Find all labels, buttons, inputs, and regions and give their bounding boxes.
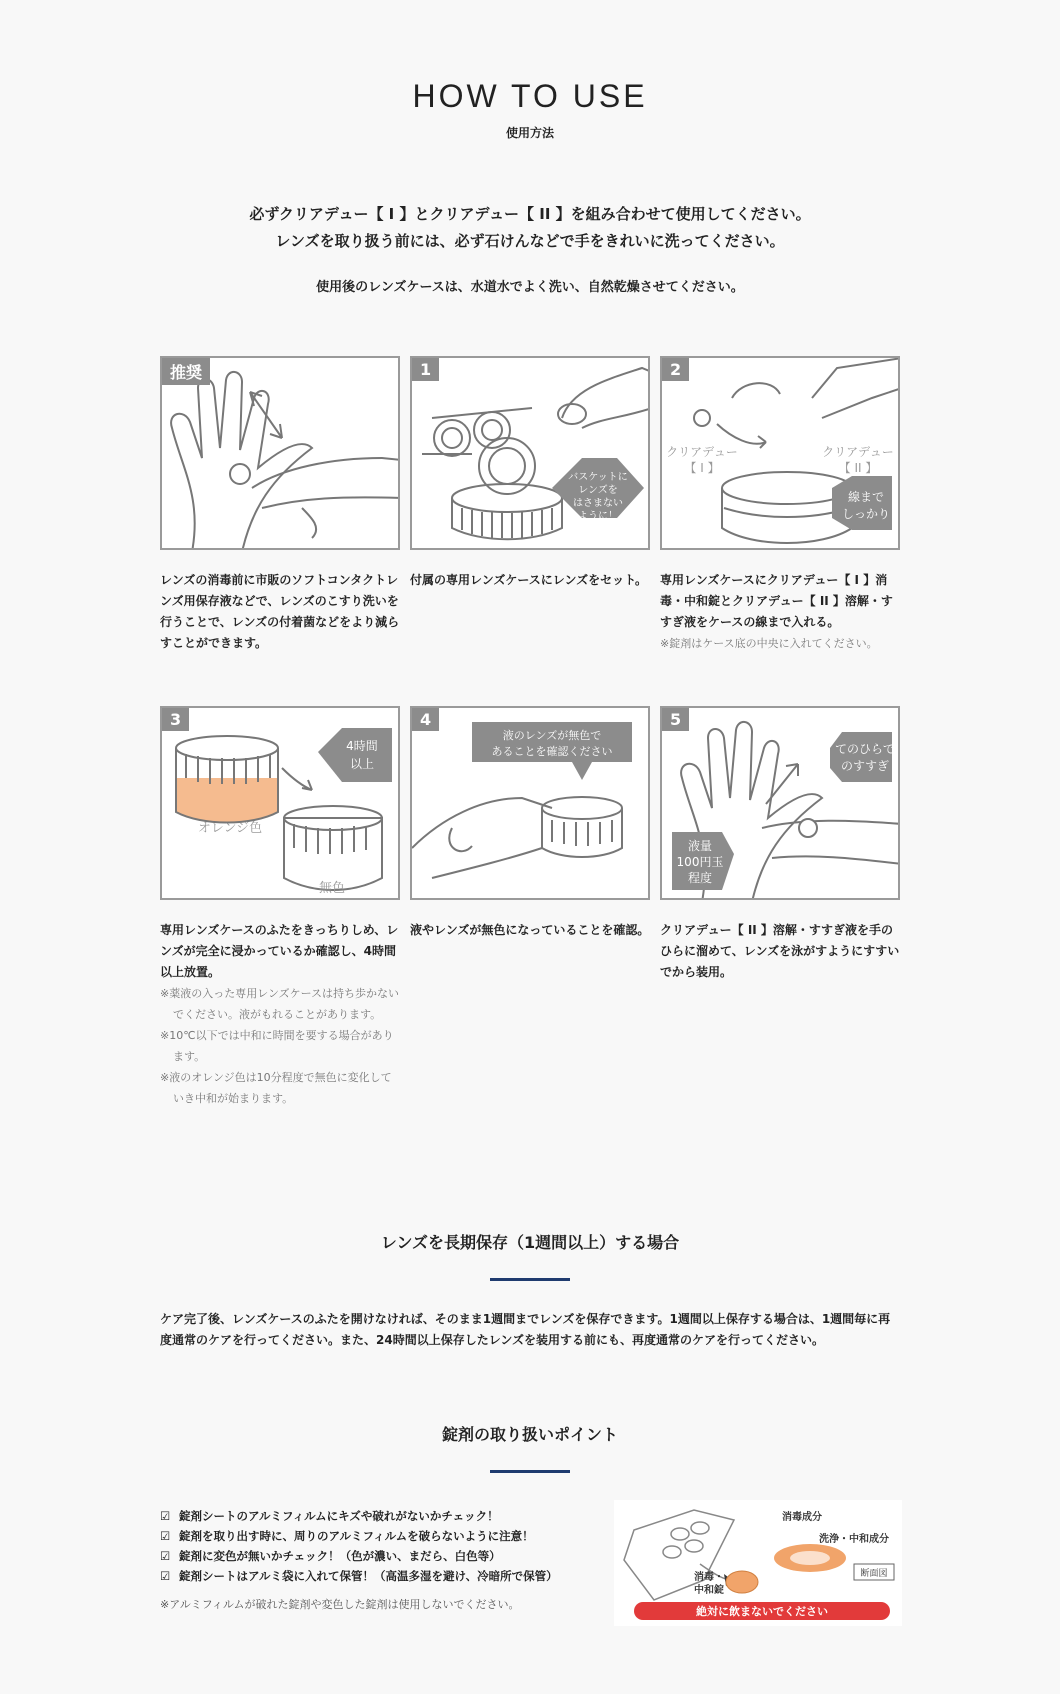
tablet-label-2: 中和錠 [694, 1585, 724, 1596]
step-illustration [410, 356, 650, 550]
step5-callout-3: 液量 [687, 839, 713, 853]
tablet-label-1: 消毒・ [694, 1572, 724, 1583]
step2-callout-2: しっかり [841, 507, 891, 521]
tablet-point-text: 錠剤シートはアルミ袋に入れて保管！（高温多湿を避け、冷暗所で保管） [179, 1569, 558, 1583]
step4-callout-2: あることを確認ください [491, 745, 613, 758]
label-wash: 洗浄・中和成分 [819, 1534, 889, 1545]
step2-label-2: 【 I 】 [684, 461, 720, 475]
step-illustration [410, 706, 650, 900]
step-badge: 3 [162, 708, 189, 731]
wait-four-hours-illustration [162, 708, 400, 900]
intro-line-2: レンズを取り扱う前には、必ず石けんなどで手をきれいに洗ってください。 [275, 232, 785, 250]
step-description: レンズの消毒前に市販のソフトコンタクトレンズ用保存液などで、レンズのこすり洗いを行うことで、レンズの付着菌などをより減らすことができます。 [160, 573, 400, 650]
tablet-point [160, 1566, 600, 1586]
checkbox-icon: ☑ [160, 1569, 171, 1583]
tablet-diagram [614, 1500, 902, 1626]
step-badge: 5 [662, 708, 689, 731]
step1-callout-3: はさまない [573, 498, 623, 509]
tablet-points [160, 1506, 600, 1612]
step5-callout-1: てのひらで [835, 742, 895, 756]
step2-label-1: クリアデュー [666, 445, 738, 459]
step-description: 専用レンズケースにクリアデュー【 I 】消毒・中和錠とクリアデュー【 II 】溶解・すすぎ液をケースの線まで入れる。 [660, 573, 893, 629]
intro-line-3: 使用後のレンズケースは、水道水でよく洗い、自然乾燥させてください。 [316, 280, 744, 295]
step-illustration [660, 706, 900, 900]
step1-callout-4: ように！ [578, 511, 618, 522]
step-badge: 1 [412, 358, 439, 381]
step-description: 専用レンズケースのふたをきっちりしめ、レンズが完全に浸かっているか確認し、4時間以上放置。 [160, 923, 399, 979]
step-illustration [660, 356, 900, 550]
label-disinfect: 消毒成分 [782, 1512, 822, 1523]
page-title: HOW TO USE [412, 78, 648, 114]
storage-text: ケア完了後、レンズケースのふたを開けなければ、そのまま1週間までレンズを保存できます。1週間以上保存する場合は、1週間毎に再度通常のケアを行ってください。また、24時間以上保存したレンズを装用する前にも、再度通常のケアを行ってください。 [160, 1312, 891, 1347]
step1-callout-2: レンズを [578, 485, 618, 496]
step-note: ※液のオレンジ色は10分程度で無色に変化していき中和が始まります。 [160, 1071, 392, 1105]
tablet-heading: 錠剤の取り扱いポイント [441, 1425, 618, 1444]
pour-solution-illustration [662, 358, 900, 550]
tablet-point [160, 1546, 600, 1566]
storage-heading-rule [490, 1278, 570, 1281]
step-recommended [160, 356, 400, 654]
warning-banner: 絶対に飲まないでください [696, 1605, 828, 1618]
tablet-note: ※アルミフィルムが破れた錠剤や変色した錠剤は使用しないでください。 [160, 1598, 520, 1611]
label-section: 断面図 [860, 1569, 888, 1579]
step1-callout-1: バスケットに [568, 472, 628, 483]
tablet-point-text: 錠剤シートのアルミフィルムにキズや破れがないかチェック！ [179, 1509, 499, 1523]
intro-line-1: 必ずクリアデュー【 I 】とクリアデュー【 II 】を組み合わせて使用してください。 [249, 205, 811, 223]
step3-callout-1: 4時間 [346, 739, 378, 753]
page-subtitle: 使用方法 [505, 126, 554, 140]
step-description: 液やレンズが無色になっていることを確認。 [410, 923, 650, 937]
step5-callout-4: 100円玉 [676, 855, 724, 869]
storage-heading: レンズを長期保存（1週間以上）する場合 [380, 1233, 680, 1252]
step3-label-orange: オレンジ色 [197, 821, 263, 836]
step-badge: 4 [412, 708, 439, 731]
step3-label-clear: 無色 [318, 881, 346, 896]
step-note: ※10℃以下では中和に時間を要する場合があります。 [160, 1029, 394, 1063]
step2-callout-1: 線まで [847, 490, 885, 504]
step5-callout-2: のすすぎ [840, 759, 890, 773]
step-description: 付属の専用レンズケースにレンズをセット。 [410, 573, 648, 587]
tablet-point-text: 錠剤を取り出す時に、周りのアルミフィルムを破らないように注意！ [179, 1529, 534, 1543]
step-4 [410, 706, 650, 941]
step4-callout-1: 液のレンズが無色で [502, 729, 602, 742]
tablet-heading-rule [490, 1470, 570, 1473]
step-note: ※錠剤はケース底の中央に入れてください。 [660, 637, 878, 650]
step-note: ※薬液の入った専用レンズケースは持ち歩かないでください。液がもれることがあります。 [160, 987, 400, 1021]
step2-label-4: 【 II 】 [838, 461, 878, 475]
step-badge: 2 [662, 358, 689, 381]
step-description: クリアデュー【 II 】溶解・すすぎ液を手のひらに溜めて、レンズを泳がすようにすすいでから装用。 [660, 923, 900, 979]
step2-label-3: クリアデュー [822, 445, 894, 459]
step-1 [410, 356, 650, 591]
checkbox-icon: ☑ [160, 1549, 171, 1563]
checkbox-icon: ☑ [160, 1509, 171, 1523]
step-illustration [160, 706, 400, 900]
check-clear-illustration [412, 708, 650, 900]
tablet-point [160, 1506, 600, 1526]
step-2 [660, 356, 900, 654]
step-badge: 推奨 [162, 358, 210, 385]
tablet-point [160, 1526, 600, 1546]
step-3 [160, 706, 400, 1109]
step5-callout-5: 程度 [687, 871, 713, 885]
hand-rub-illustration [162, 358, 400, 550]
step3-callout-2: 以上 [349, 757, 375, 771]
palm-rinse-illustration [662, 708, 900, 900]
tablet-cross-section-illustration [614, 1500, 902, 1626]
lens-case-basket-illustration [412, 358, 650, 550]
step-illustration [160, 356, 400, 550]
checkbox-icon: ☑ [160, 1529, 171, 1543]
tablet-point-text: 錠剤に変色が無いかチェック！（色が濃い、まだら、白色等） [179, 1549, 501, 1563]
step-5 [660, 706, 900, 983]
